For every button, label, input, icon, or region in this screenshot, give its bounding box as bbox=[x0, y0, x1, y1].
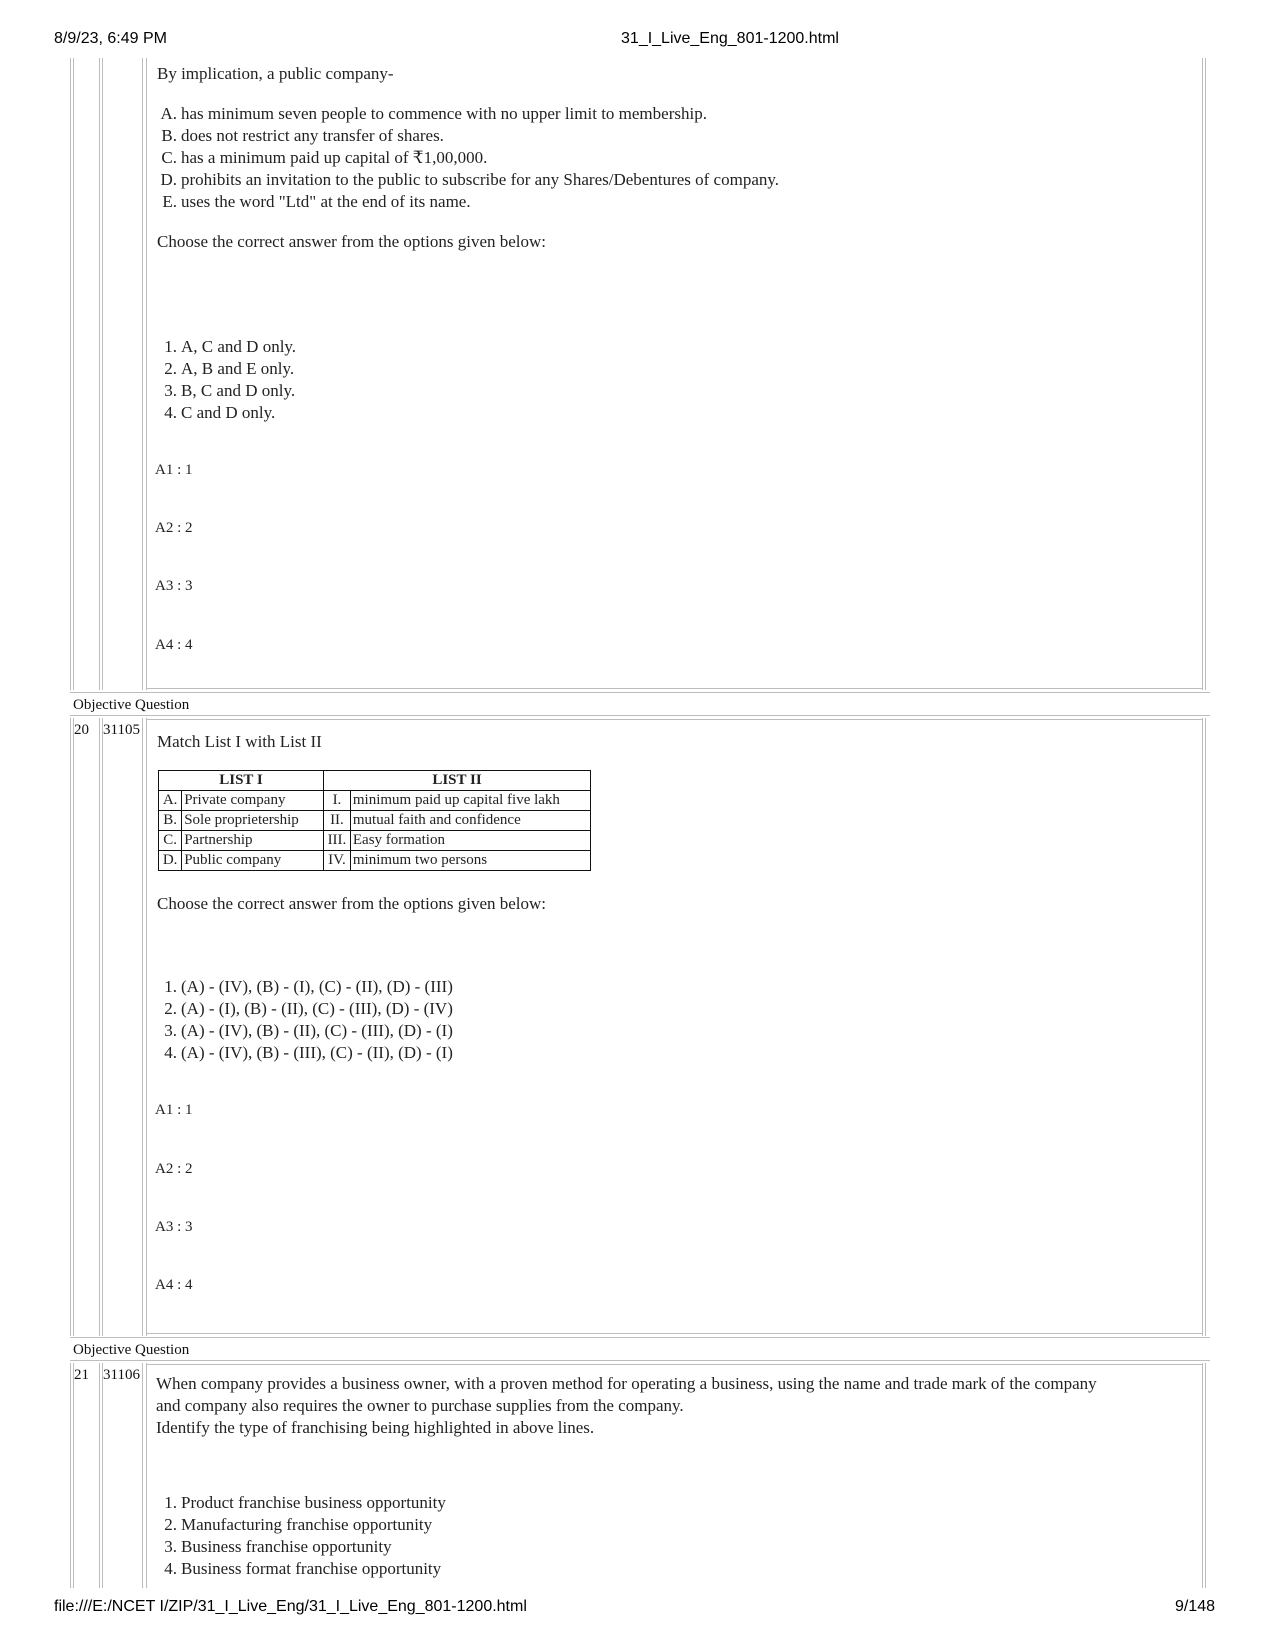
grid-line bbox=[70, 1337, 1210, 1338]
question-stem-line: Identify the type of franchising being highlighted in above lines. bbox=[156, 1418, 595, 1437]
question-id: 31105 bbox=[103, 722, 140, 738]
list-item: 3. Business franchise opportunity bbox=[164, 1537, 392, 1556]
list-item: E. uses the word "Ltd" at the end of its name. bbox=[162, 192, 471, 211]
grid-line bbox=[73, 1363, 74, 1588]
grid-line bbox=[146, 58, 147, 690]
table-row bbox=[159, 791, 591, 811]
list-item: 2. Manufacturing franchise opportunity bbox=[164, 1515, 433, 1534]
print-datetime: 8/9/23, 6:49 PM bbox=[54, 30, 167, 47]
grid-line bbox=[73, 718, 74, 1336]
table-cell: Partnership bbox=[182, 831, 324, 851]
table-row bbox=[159, 831, 591, 851]
print-title: 31_I_Live_Eng_801-1200.html bbox=[621, 30, 839, 47]
grid-line bbox=[1202, 718, 1203, 1336]
answer-option: A1 : 1 bbox=[155, 462, 193, 478]
table-cell: minimum paid up capital five lakh bbox=[350, 791, 590, 811]
section-label: Objective Question bbox=[73, 1342, 190, 1358]
grid-line bbox=[142, 1363, 143, 1588]
section-label: Objective Question bbox=[73, 697, 190, 713]
grid-line bbox=[146, 1333, 1203, 1334]
grid-line bbox=[1202, 58, 1203, 690]
grid-line bbox=[1205, 1363, 1206, 1588]
grid-line bbox=[146, 719, 1203, 720]
question-id: 31106 bbox=[103, 1367, 140, 1383]
list-item: 1. A, C and D only. bbox=[164, 337, 297, 356]
table-row bbox=[159, 851, 591, 871]
grid-line bbox=[142, 718, 143, 1336]
list-item: 2. A, B and E only. bbox=[164, 359, 295, 378]
grid-line bbox=[70, 1360, 1210, 1361]
list-item: B. does not restrict any transfer of shares. bbox=[161, 126, 444, 145]
table-header: LIST I bbox=[159, 771, 324, 791]
table-cell: minimum two persons bbox=[350, 851, 590, 871]
question-stem: By implication, a public company- bbox=[157, 64, 394, 83]
instruction-text: Choose the correct answer from the options given below: bbox=[157, 894, 547, 913]
grid-line bbox=[102, 718, 103, 1336]
grid-line bbox=[146, 1363, 147, 1588]
answer-option: A4 : 4 bbox=[155, 1277, 193, 1293]
question-number: 20 bbox=[74, 722, 89, 738]
list-item: D. prohibits an invitation to the public to subscribe for any Shares/Debentures of company. bbox=[160, 170, 780, 189]
list-item: C. has a minimum paid up capital of ₹1,00,000. bbox=[161, 148, 488, 167]
grid-line bbox=[70, 1363, 71, 1588]
list-item: 3. B, C and D only. bbox=[164, 381, 296, 400]
table-cell: B. bbox=[159, 811, 182, 831]
table-header-row bbox=[159, 771, 591, 791]
table-cell: C. bbox=[159, 831, 182, 851]
table-cell: mutual faith and confidence bbox=[350, 811, 590, 831]
table-cell: A. bbox=[159, 791, 182, 811]
table-header: LIST II bbox=[324, 771, 591, 791]
question-number: 21 bbox=[74, 1367, 89, 1383]
grid-line bbox=[102, 1363, 103, 1588]
table-cell: Private company bbox=[182, 791, 324, 811]
answer-option: A2 : 2 bbox=[155, 1161, 193, 1177]
table-cell: III. bbox=[324, 831, 351, 851]
answer-option: A3 : 3 bbox=[155, 1219, 193, 1235]
option-list bbox=[155, 336, 296, 424]
table-cell: Easy formation bbox=[350, 831, 590, 851]
statement-list bbox=[155, 103, 779, 213]
option-list bbox=[155, 1492, 446, 1580]
grid-line bbox=[70, 692, 1210, 693]
grid-line bbox=[146, 1364, 1203, 1365]
instruction-text: Choose the correct answer from the options given below: bbox=[157, 232, 547, 251]
answer-option: A3 : 3 bbox=[155, 578, 193, 594]
option-list bbox=[155, 976, 453, 1064]
list-item: 2. (A) - (I), (B) - (II), (C) - (III), (D) - (IV) bbox=[164, 999, 453, 1018]
grid-line bbox=[70, 715, 1210, 716]
question-stem-line: and company also requires the owner to purchase supplies from the company. bbox=[156, 1396, 684, 1415]
grid-line bbox=[1205, 58, 1206, 690]
table-cell: I. bbox=[324, 791, 351, 811]
table-row bbox=[159, 811, 591, 831]
table-cell: Sole proprietership bbox=[182, 811, 324, 831]
grid-line bbox=[99, 58, 100, 690]
grid-line bbox=[73, 58, 74, 690]
answer-option: A2 : 2 bbox=[155, 520, 193, 536]
grid-line bbox=[146, 688, 1203, 689]
grid-line bbox=[70, 718, 71, 1336]
question-stem-line: When company provides a business owner, with a proven method for operating a business, using the name and trade mark of the company bbox=[156, 1374, 1097, 1393]
list-item: 1. Product franchise business opportunity bbox=[164, 1493, 446, 1512]
table-cell: Public company bbox=[182, 851, 324, 871]
list-item: 4. Business format franchise opportunity bbox=[164, 1559, 442, 1578]
table-cell: IV. bbox=[324, 851, 351, 871]
list-item: 3. (A) - (IV), (B) - (II), (C) - (III), (D) - (I) bbox=[164, 1021, 453, 1040]
grid-line bbox=[102, 58, 103, 690]
question-stem: Match List I with List II bbox=[157, 732, 322, 751]
grid-line bbox=[142, 58, 143, 690]
table-cell: II. bbox=[324, 811, 351, 831]
table-cell: D. bbox=[159, 851, 182, 871]
list-item: 4. C and D only. bbox=[164, 403, 276, 422]
file-path: file:///E:/NCET I/ZIP/31_I_Live_Eng/31_I_Live_Eng_801-1200.html bbox=[54, 1598, 527, 1615]
answer-option: A1 : 1 bbox=[155, 1102, 193, 1118]
grid-line bbox=[1202, 1363, 1203, 1588]
list-item: A. has minimum seven people to commence with no upper limit to membership. bbox=[160, 104, 707, 123]
grid-line bbox=[70, 58, 71, 690]
list-item: 4. (A) - (IV), (B) - (III), (C) - (II), (D) - (I) bbox=[164, 1043, 453, 1062]
match-table bbox=[158, 770, 591, 871]
grid-line bbox=[146, 718, 147, 1336]
list-item: 1. (A) - (IV), (B) - (I), (C) - (II), (D) - (III) bbox=[164, 977, 453, 996]
grid-line bbox=[99, 718, 100, 1336]
grid-line bbox=[1205, 718, 1206, 1336]
answer-option: A4 : 4 bbox=[155, 637, 193, 653]
page-number: 9/148 bbox=[1174, 1598, 1215, 1615]
grid-line bbox=[99, 1363, 100, 1588]
